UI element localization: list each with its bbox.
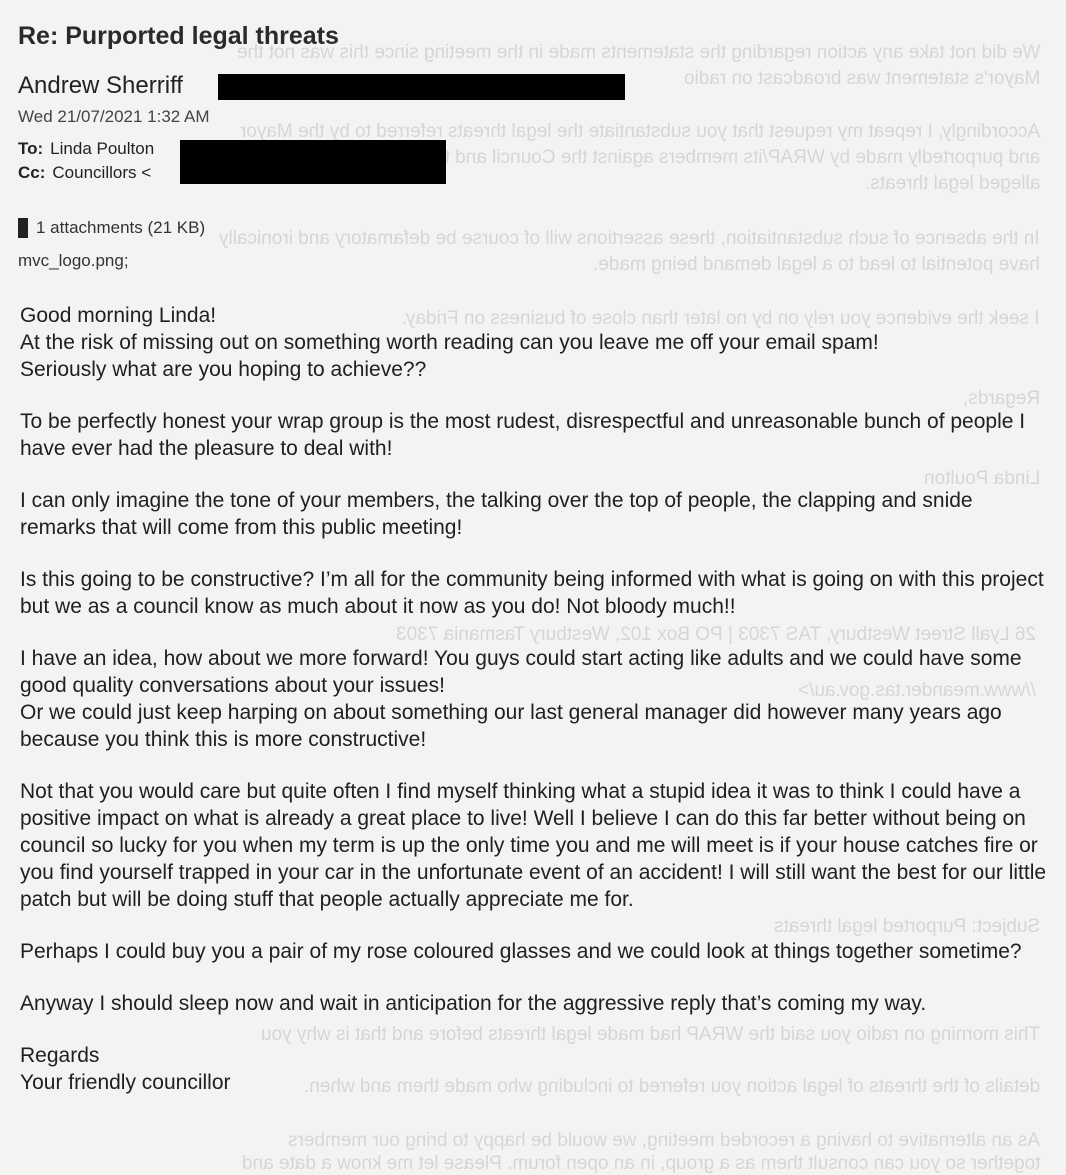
bleed-through-line: In the absence of such substantiation, these assertions will of course be defamatory and ironically [219,228,1040,249]
cc-recipient: Councillors < [52,163,152,182]
bleed-through-line: together so you can consult them as a group, in an open forum. Please let me know a date and [241,1153,1040,1174]
email-body [20,302,1050,1096]
to-recipient: Linda Poulton [50,139,155,158]
body-paragraph [20,645,1050,753]
attachment-icon [18,218,28,238]
sender-name: Andrew Sherriff [18,72,183,99]
bleed-through-line: Accordingly, I repeat my request that you substantiate the legal threats referred to by the Mayor [239,121,1040,142]
sender-row [18,72,183,104]
body-paragraph: Not that you would care but quite often I find myself thinking what a stupid idea it was to think I could have a positive impact on what is already a great place to live! Well I believe I can do this far better without being on council so lucky for you when my term is up the only time you and me will meet is if your house catches fire or you find yourself trapped in your car in the unfortunate event of an accident! I will still want the best for our little patch but will be doing stuff that people actually appreciate me for. [20,780,1047,911]
body-line: Good morning Linda! [20,304,217,327]
to-line [18,139,154,159]
bleed-through-line: //www.meander.tas.gov.au/> [798,680,1036,701]
body-paragraph: Perhaps I could buy you a pair of my rose coloured glasses and we could look at things together sometime? [20,940,1022,963]
body-line: Or we could just keep harping on about something our last general manager did however many years ago because you think this is more constructive! [20,701,1002,751]
bleed-through-line: Linda Poulton [923,468,1040,489]
sign-off-regards: Regards [20,1044,100,1067]
body-paragraph [20,302,1050,383]
to-label: To: [18,139,44,158]
bleed-through-line: alleged legal threats. [864,173,1040,194]
bleed-through-line: Regards, [962,388,1040,409]
bleed-through-line: details of the threats of legal action you referred to including who made them and when. [303,1076,1040,1097]
bleed-through-line: 26 Lyall Street Westbury, TAS 7303 | PO Box 102, Westbury Tasmania 7303 [395,624,1036,645]
bleed-through-line: I seek the evidence you rely on by no later than close of business on Friday. [402,308,1040,329]
sign-off-name: Your friendly councillor [20,1071,231,1094]
attachments-count: 1 attachments (21 KB) [36,218,206,237]
body-paragraph: Anyway I should sleep now and wait in anticipation for the aggressive reply that’s coming my way. [20,992,927,1015]
body-paragraph: Is this going to be constructive? I’m all for the community being informed with what is going on with this project but we as a council know as much about it now as you do! Not bloody much!! [20,568,1044,618]
email-subject: Re: Purported legal threats [18,22,339,50]
body-line: I have an idea, how about we more forward! You guys could start acting like adults and we could have some good quality conversations about your issues! [20,647,1022,697]
redaction-box [218,74,625,100]
attachment-file: mvc_logo.png; [18,251,129,270]
body-paragraph: I can only imagine the tone of your members, the talking over the top of people, the clapping and snide remarks that will come from this public meeting! [20,489,973,539]
cc-label: Cc: [18,163,46,182]
attachments-summary [18,218,205,238]
bleed-through-line: This morning on radio you said the WRAP had made legal threats before and that is why you [260,1024,1040,1045]
bleed-through-line: Subject: Purported legal threats [773,916,1040,937]
bleed-through-line: and purportedly made by WRAP/its members against the Council and the Councillors for these [244,147,1040,168]
body-line: At the risk of missing out on something worth reading can you leave me off your email spam! [20,331,879,354]
bleed-through-line: We did not take any action regarding the statements made in the meeting since this was not the [236,42,1040,63]
body-line: Seriously what are you hoping to achieve?? [20,358,427,381]
bleed-through-line: Mayor's statement was broadcast on radio [683,68,1040,89]
bleed-through-line: have potential to lead to a legal demand being made. [593,254,1040,275]
body-paragraph: To be perfectly honest your wrap group is the most rudest, disrespectful and unreasonable bunch of people I have ever had the pleasure to deal with! [20,410,1026,460]
sign-off [20,1042,1050,1096]
cc-line [18,163,151,183]
redaction-box [180,140,446,184]
email-date: Wed 21/07/2021 1:32 AM [18,107,210,126]
bleed-through-line: As an alternative to having a recorded meeting, we would be happy to bring our members [288,1130,1040,1151]
